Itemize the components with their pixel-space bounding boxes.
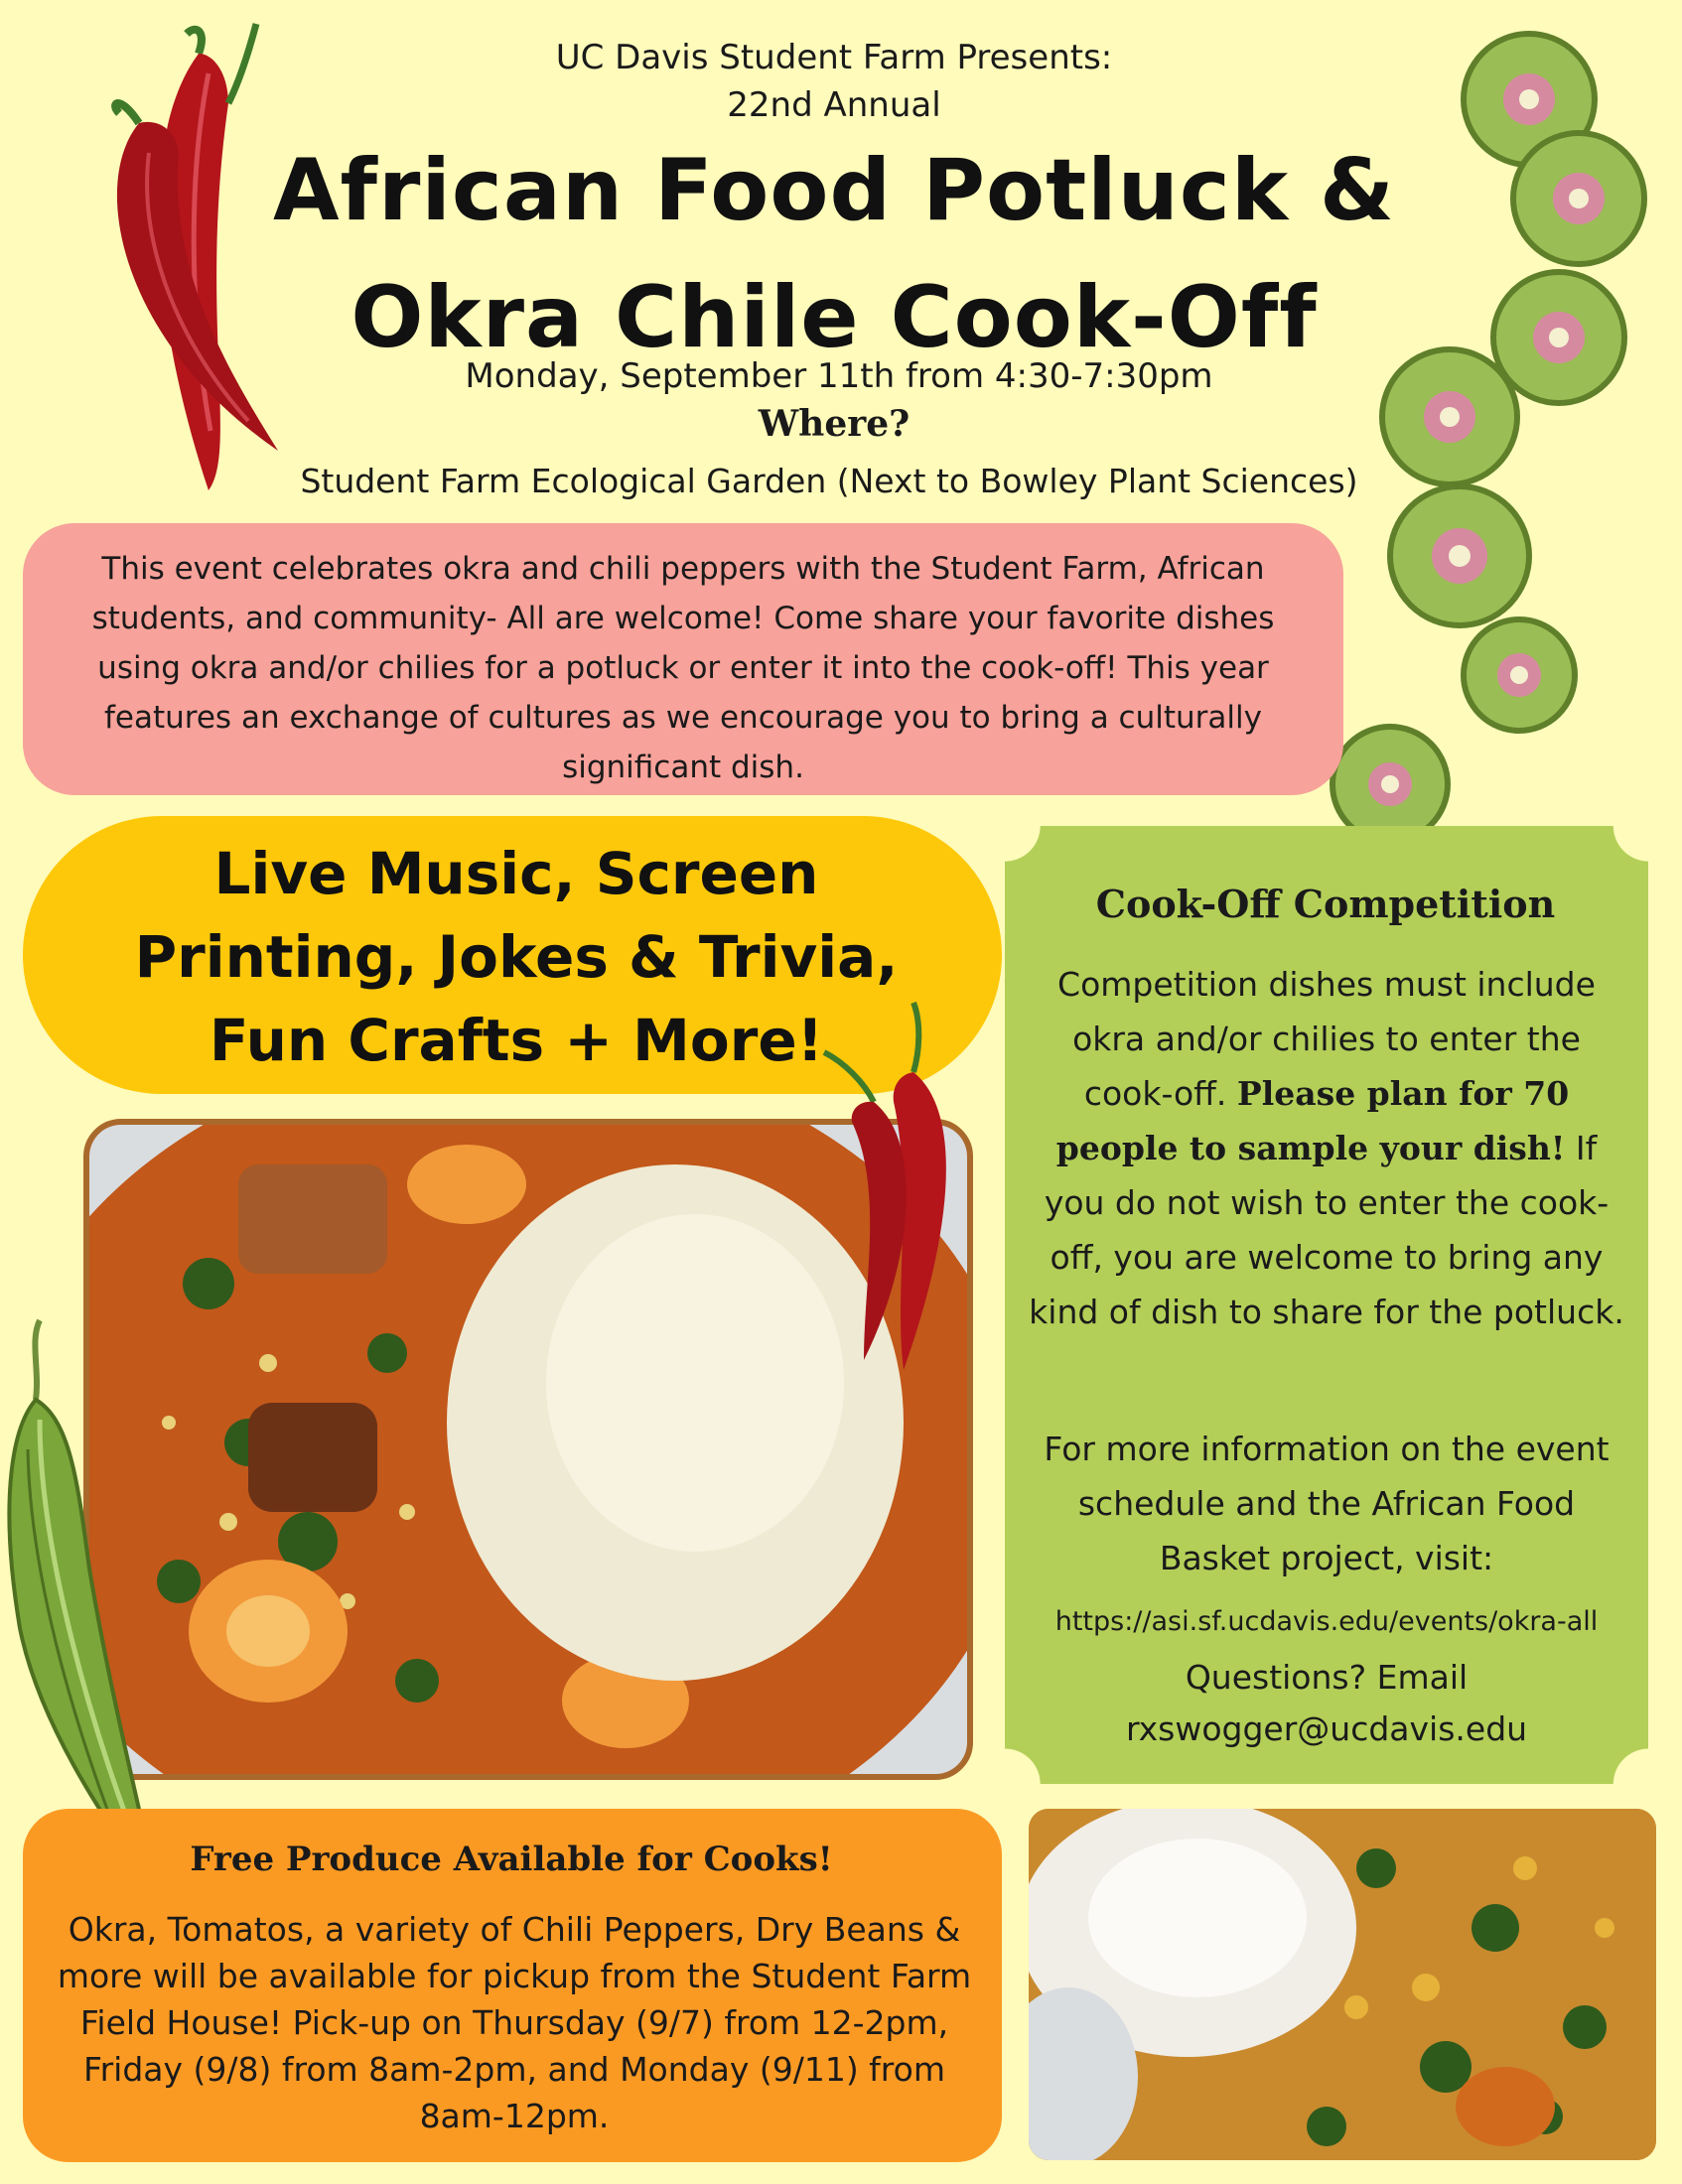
more-info-text: For more information on the event schedule and the African Food Basket project, visit: xyxy=(1044,1430,1610,1577)
cookoff-rules-emphasis: Please plan for 70 people to sample your dish! xyxy=(1055,1074,1570,1167)
event-title-line-2: Okra Chile Cook-Off xyxy=(350,268,1318,367)
cookoff-rules-outro: If you do not wish to enter the cook-off, you are welcome to bring any kind of dish to share for the potluck. xyxy=(1029,1129,1624,1331)
contact-info xyxy=(1023,1652,1630,1755)
cookoff-rules-intro: Competition dishes must include okra and/or chilies to enter the cook-off. xyxy=(1057,965,1596,1113)
chili-peppers-small-illustration xyxy=(804,993,1003,1390)
presenter-heading xyxy=(457,34,1211,129)
produce-details: Okra, Tomatos, a variety of Chili Peppers, Dry Beans & more will be available for pickup from the Student Farm Field House! Pick-up on Thursday (9/7) from 12-2pm, Friday (9/8) from 8am-2pm, and Monday (9/11) from 8am-12pm. xyxy=(57,1910,972,2135)
event-title xyxy=(228,127,1440,381)
questions-label: Questions? Email xyxy=(1185,1658,1469,1697)
egusi-soup-photo xyxy=(1029,1809,1656,2160)
edition-line: 22nd Annual xyxy=(727,85,941,125)
cookoff-rules xyxy=(1023,957,1630,1339)
intro-text: This event celebrates okra and chili peppers with the Student Farm, African students, and community- All are welcome! Come share your favorite dishes using okra and/or chilies for a potluck or enter it into the cook-off! This year features an exchange of cultures as we encourage you to bring a culturally significant dish. xyxy=(91,551,1275,785)
activities-text: Live Music, Screen Printing, Jokes & Trivia, Fun Crafts + More! xyxy=(134,840,899,1074)
produce-heading: Free Produce Available for Cooks! xyxy=(190,1840,833,1879)
cookoff-heading: Cook-Off Competition xyxy=(1095,882,1556,926)
event-location: Student Farm Ecological Garden (Next to Bowley Plant Sciences) xyxy=(300,462,1358,500)
contact-email[interactable]: rxswogger@ucdavis.edu xyxy=(1125,1709,1528,1748)
where-label: Where? xyxy=(758,403,911,445)
event-date: Monday, September 11th from 4:30-7:30pm xyxy=(465,356,1213,396)
event-link[interactable]: https://asi.sf.ucdavis.edu/events/okra-all xyxy=(1054,1606,1599,1637)
event-title-line-1: African Food Potluck & xyxy=(272,141,1395,240)
presenter-line: UC Davis Student Farm Presents: xyxy=(555,38,1113,77)
